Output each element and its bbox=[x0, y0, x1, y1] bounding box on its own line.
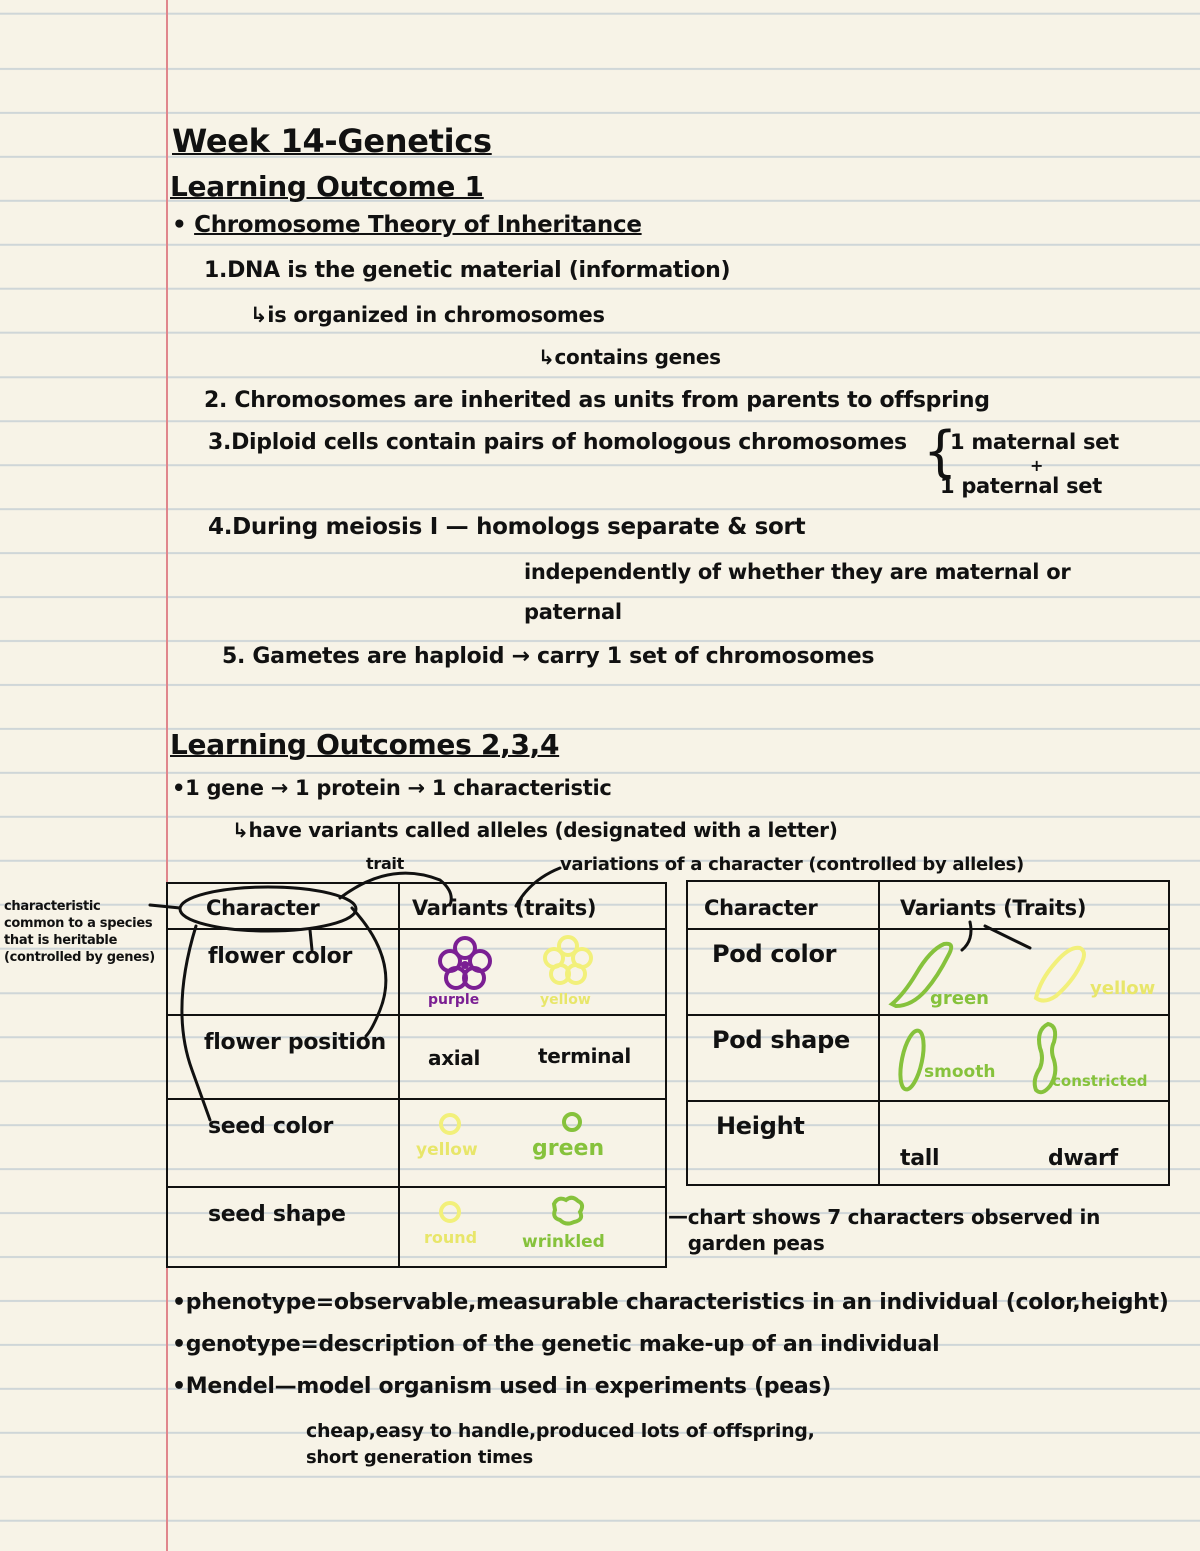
lo1-bullet: • Chromosome Theory of Inheritance bbox=[172, 212, 642, 238]
lo234-bullet-text: 1 gene → 1 protein → 1 characteristic bbox=[185, 776, 612, 800]
flower-color-tick bbox=[310, 930, 312, 950]
right-header-variants: Variants (Traits) bbox=[900, 896, 1087, 920]
row-character: seed color bbox=[208, 1114, 334, 1139]
chart-note: —chart shows 7 characters observed in garden peas bbox=[668, 1204, 1128, 1256]
trait-note: trait bbox=[366, 854, 404, 873]
mendel-reason-1: cheap,easy to handle,produced lots of offspring, bbox=[306, 1420, 815, 1442]
lo1-bullet-text: Chromosome Theory of Inheritance bbox=[194, 212, 642, 238]
lo1-point-4c: paternal bbox=[524, 600, 622, 624]
lo1-heading: Learning Outcome 1 bbox=[170, 170, 484, 203]
yellow-label: yellow bbox=[540, 992, 591, 1008]
row-character: seed shape bbox=[208, 1202, 346, 1227]
phenotype-definition: •phenotype=observable,measurable characteristics in an individual (color,height) bbox=[172, 1290, 1169, 1315]
axial-label: axial bbox=[428, 1046, 481, 1070]
characteristic-pointer bbox=[150, 905, 180, 908]
lo1-point-5: 5. Gametes are haploid → carry 1 set of chromosomes bbox=[222, 644, 875, 669]
left-header-variants: Variants (traits) bbox=[412, 896, 597, 920]
characteristic-note: characteristic common to a species that is heritable (controlled by genes) bbox=[4, 899, 155, 965]
lo1-point-3: 3.Diploid cells contain pairs of homologous chromosomes bbox=[208, 430, 907, 455]
arrow-icon: ↳ bbox=[250, 303, 268, 327]
lo1-point-1b-text: contains genes bbox=[554, 345, 721, 369]
arrow-icon: ↳ bbox=[538, 345, 555, 369]
lo1-point-2: 2. Chromosomes are inherited as units from parents to offspring bbox=[204, 388, 990, 413]
lo1-point-4b: independently of whether they are maternal or bbox=[524, 560, 1071, 584]
variant-arrow-left bbox=[962, 922, 971, 950]
lo1-point-1a-text: is organized in chromosomes bbox=[267, 303, 605, 327]
lo1-maternal: 1 maternal set bbox=[950, 430, 1119, 454]
arrow-icon: ↳ bbox=[232, 818, 249, 842]
yellow-seed-label: yellow bbox=[416, 1140, 478, 1160]
mendel-reason-2: short generation times bbox=[306, 1447, 533, 1468]
row-character: flower position bbox=[204, 1030, 386, 1055]
lo234-bullet: •1 gene → 1 protein → 1 characteristic bbox=[172, 776, 612, 800]
row-character: Pod shape bbox=[712, 1026, 850, 1054]
round-label: round bbox=[424, 1228, 478, 1247]
lo1-point-4: 4.During meiosis I — homologs separate & sort bbox=[208, 514, 806, 540]
dwarf-label: dwarf bbox=[1048, 1146, 1118, 1171]
chart-note-text: chart shows 7 characters observed in garden peas bbox=[687, 1205, 1101, 1255]
variations-arrow bbox=[516, 868, 560, 906]
constricted-label: constricted bbox=[1052, 1072, 1148, 1090]
purple-label: purple bbox=[428, 992, 480, 1008]
row-character: Pod color bbox=[712, 940, 837, 968]
row-character: flower color bbox=[208, 944, 353, 969]
lo1-plus: + bbox=[1030, 456, 1044, 475]
seed-color-arrow bbox=[182, 926, 210, 1120]
genotype-definition: •genotype=description of the genetic make-up of an individual bbox=[172, 1332, 940, 1357]
tall-label: tall bbox=[900, 1146, 940, 1171]
green-seed-label: green bbox=[532, 1136, 605, 1161]
lo234-sub-text: have variants called alleles (designated with a letter) bbox=[248, 818, 838, 842]
flower-position-arrow bbox=[352, 908, 386, 1036]
brace-icon: { bbox=[923, 420, 958, 483]
row-character: Height bbox=[716, 1112, 805, 1140]
page-title: Week 14-Genetics bbox=[172, 122, 492, 160]
mendel-definition: •Mendel—model organism used in experiments (peas) bbox=[172, 1374, 832, 1399]
lo1-paternal: 1 paternal set bbox=[940, 474, 1102, 498]
trait-arrow bbox=[340, 873, 451, 905]
lo234-heading: Learning Outcomes 2,3,4 bbox=[170, 728, 560, 761]
variations-note: variations of a character (controlled by alleles) bbox=[560, 854, 1024, 875]
lo1-point-1: 1.DNA is the genetic material (information) bbox=[204, 258, 731, 283]
green-pod-label: green bbox=[930, 988, 989, 1009]
right-header-character: Character bbox=[704, 896, 818, 920]
character-circle bbox=[180, 887, 356, 931]
left-header-character: Character bbox=[206, 896, 320, 920]
wrinkled-label: wrinkled bbox=[522, 1232, 605, 1252]
variant-arrow-right bbox=[985, 926, 1030, 948]
terminal-label: terminal bbox=[538, 1044, 631, 1068]
smooth-label: smooth bbox=[924, 1062, 996, 1082]
yellow-pod-label: yellow bbox=[1090, 978, 1156, 999]
